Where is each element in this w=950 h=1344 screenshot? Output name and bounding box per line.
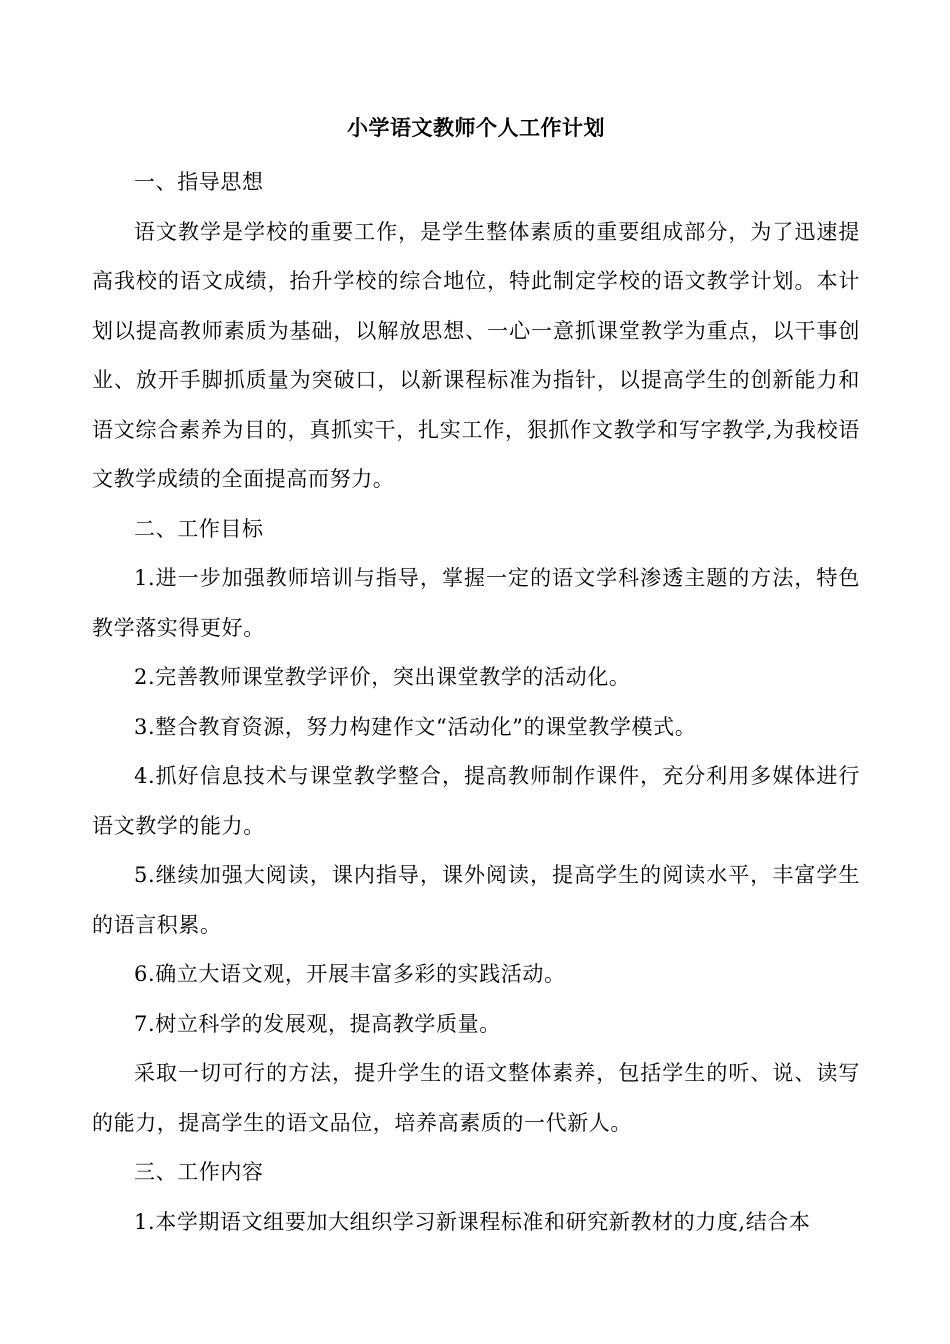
document-title: 小学语文教师个人工作计划 bbox=[347, 115, 605, 140]
goal-item-3: 3.整合教育资源，努力构建作文“活动化”的课堂教学模式。 bbox=[134, 714, 697, 739]
section-guiding-ideology bbox=[92, 158, 860, 505]
content-item-1: 1.本学期语文组要加大组织学习新课程标准和研究新教材的力度,结合本 bbox=[134, 1209, 811, 1234]
section-work-goals bbox=[92, 505, 860, 1149]
section-heading-work-content: 三、工作内容 bbox=[134, 1160, 264, 1184]
goal-item-4: 4.抓好信息技术与课堂教学整合，提高教师制作课件，充分利用多媒体进行语文教学的能力。 bbox=[92, 764, 860, 838]
goal-item-1: 1.进一步加强教师培训与指导，掌握一定的语文学科渗透主题的方法，特色教学落实得更好。 bbox=[92, 566, 860, 640]
goal-item-2: 2.完善教师课堂教学评价，突出课堂教学的活动化。 bbox=[134, 665, 631, 689]
section-work-content bbox=[92, 1148, 860, 1247]
title-spacer bbox=[92, 146, 860, 158]
paragraph-guiding-ideology: 语文教学是学校的重要工作，是学生整体素质的重要组成部分，为了迅速提高我校的语文成绩，抬升学校的综合地位，特此制定学校的语文教学计划。本计划以提高教师素质为基础，以解放思想、一心一意抓课堂教学为重点，以干事创业、放开手脚抓质量为突破口，以新课程标准为指针，以提高学生的创新能力和语文综合素养为目的，真抓实干，扎实工作，狠抓作文教学和写字教学,为我校语文教学成绩的全面提高而努力。 bbox=[92, 219, 860, 491]
document-page bbox=[92, 110, 860, 1247]
goal-item-7: 7.树立科学的发展观，提高教学质量。 bbox=[134, 1011, 501, 1036]
goal-item-6: 6.确立大语文观，开展丰富多彩的实践活动。 bbox=[134, 962, 566, 986]
goal-item-5: 5.继续加强大阅读，课内指导，课外阅读，提高学生的阅读水平，丰富学生的语言积累。 bbox=[92, 863, 860, 937]
section-heading-guiding-ideology: 一、指导思想 bbox=[134, 170, 264, 194]
goal-summary-paragraph: 采取一切可行的方法，提升学生的语文整体素养，包括学生的听、说、读写的能力，提高学生的语文品位，培养高素质的一代新人。 bbox=[92, 1061, 860, 1135]
section-heading-work-goals: 二、工作目标 bbox=[134, 516, 264, 541]
